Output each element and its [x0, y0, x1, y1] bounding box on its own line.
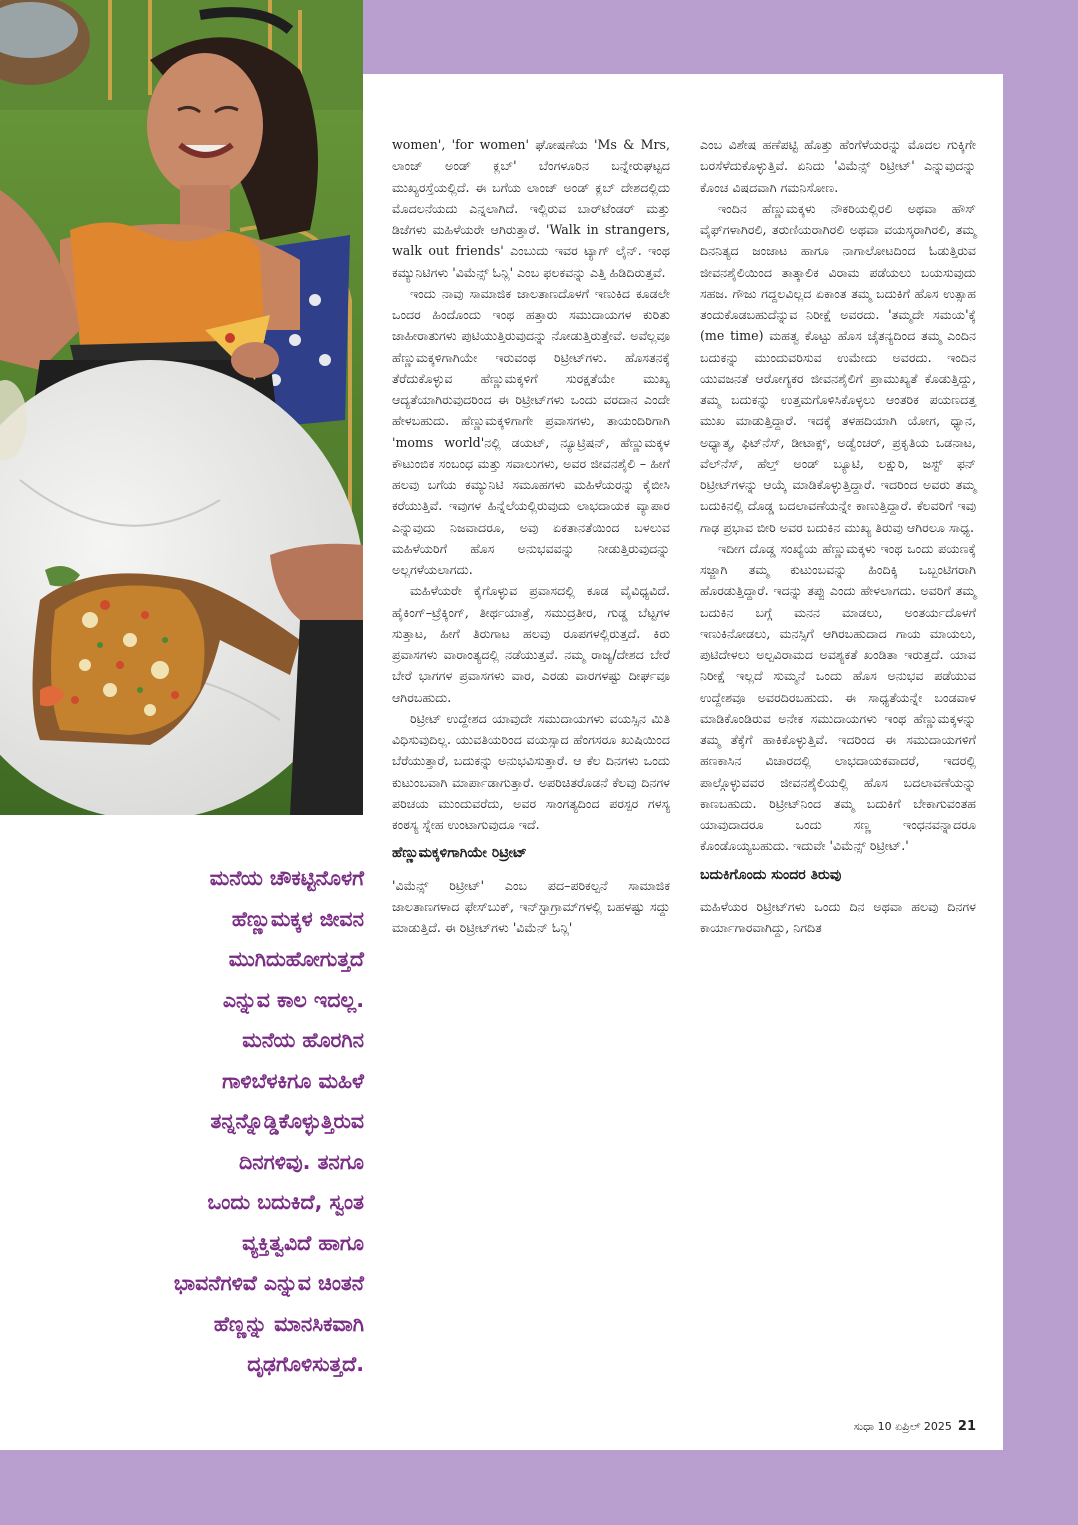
paragraph: ಮಹಿಳೆಯರೇ ಕೈಗೊಳ್ಳುವ ಪ್ರವಾಸದಲ್ಲಿ ಕೂಡ ವೈವಿಧ್ಯವಿದೆ. ಹೈಕಿಂಗ್–ಟ್ರೆಕ್ಕಿಂಗ್, ತೀರ್ಥಯಾತ್ರೆ, ಸಮುದ್ರತೀರ, ಗುಡ್ಡ ಬೆಟ್ಟಗಳ ಸುತ್ತಾಟ, ಹೀಗೆ ತಿರುಗಾಟ ಹಲವು ರೂಪಗಳಲ್ಲಿರುತ್ತದೆ. ಕಿರು ಪ್ರವಾಸಗಳು ವಾರಾಂತ್ಯದಲ್ಲಿ ನಡೆಯುತ್ತವೆ. ನಮ್ಮ ರಾಜ್ಯ/ದೇಶದ ಬೇರೆ ಬೇರೆ ಭಾಗಗಳ ಪ್ರವಾಸಗಳು ವಾರ, ಎರಡು ವಾರಗಳಷ್ಟು ದೀರ್ಘವೂ ಆಗಿರಬಹುದು. — [392, 583, 670, 705]
pull-quote-line: ಒಂದು ಬದುಕಿದೆ, ಸ್ವಂತ — [207, 1190, 364, 1214]
pull-quote-line: ಮನೆಯ ಚೌಕಟ್ಟಿನೊಳಗೆ — [209, 866, 364, 890]
publication-date: ಸುಧಾ 10 ಏಪ್ರಿಲ್ 2025 — [853, 1420, 952, 1433]
page-footer — [700, 1419, 976, 1434]
pull-quote-line: ವ್ಯಕ್ತಿತ್ವವಿದೆ ಹಾಗೂ — [242, 1230, 364, 1255]
pull-quote-line: ಭಾವನೆಗಳಿವೆ ಎನ್ನುವ ಚಿಂತನೆ — [173, 1271, 364, 1295]
paragraph: ಇಂದಿನ ಹೆಣ್ಣುಮಕ್ಕಳು ನೌಕರಿಯಲ್ಲಿರಲಿ ಅಥವಾ ಹೌಸ್ ವೈಫ್‌ಗಳಾಗಿರಲಿ, ತರುಣಿಯರಾಗಿರಲಿ ಅಥವಾ ವಯಸ್ಕರಾಗಿರಲಿ, ತಮ್ಮ ದಿನನಿತ್ಯದ ಜಂಜಾಟ ಹಾಗೂ ನಾಗಾಲೋಟದಿಂದ ಓಡುತ್ತಿರುವ ಜೀವನಶೈಲಿಯಿಂದ ತಾತ್ಕಾಲಿಕ ವಿರಾಮ ಪಡೆಯಲು ಬಯಸುವುದು ಸಹಜ. ಗೌಜು ಗದ್ದಲವಿಲ್ಲದ ಏಕಾಂತ ತಮ್ಮ ಬದುಕಿಗೆ ಹೊಸ ಉತ್ಸಾಹ ತಂದುಕೊಡಬಹುದೆನ್ನುವ ನಿರೀಕ್ಷೆ ಅವರದು. 'ತಮ್ಮದೇ ಸಮಯ'ಕ್ಕೆ (me time) ಮಹತ್ವ ಕೊಟ್ಟು ಹೊಸ ಚೈತನ್ಯದಿಂದ ತಮ್ಮ ಎಂದಿನ ಬದುಕನ್ನು ಮುಂದುವರಿಸುವ ಉಮೇದು ಅವರದು. ಇಂದಿನ ಯುವಜನತೆ ಆರೋಗ್ಯಕರ ಜೀವನಶೈಲಿಗೆ ಪ್ರಾಮುಖ್ಯತೆ ಕೊಡುತ್ತಿದ್ದು, ತಮ್ಮ ಬದುಕನ್ನು ಉತ್ತಮಗೊಳಿಸಿಕೊಳ್ಳಲು ಆಂತರಿಕ ಪಯಣದತ್ತ ಮುಖ ಮಾಡುತ್ತಿದ್ದಾರೆ. ಇದಕ್ಕೆ ತಳಹದಿಯಾಗಿ ಯೋಗ, ಧ್ಯಾನ, ಅಧ್ಯಾತ್ಮ, ಫಿಟ್‌ನೆಸ್, ಡೀಟಾಕ್ಸ್, ಅಡ್ವೆಂಚರ್, ಪ್ರಕೃತಿಯ ಒಡನಾಟ, ವೆಲ್‌ನೆಸ್, ಹೆಲ್ತ್ ಅಂಡ್ ಬ್ಯೂಟಿ, ಲಕ್ಷುರಿ, ಜಸ್ಟ್ ಫನ್ ರಿಟ್ರೀಟ್‌ಗಳನ್ನು ಆಯ್ಕೆ ಮಾಡಿಕೊಳ್ಳುತ್ತಿದ್ದಾರೆ. ಇದರಿಂದ ಅವರು ತಮ್ಮ ಬದುಕಿನಲ್ಲಿ ದೊಡ್ಡ ಬದಲಾವಣೆಯನ್ನೇ ಕಾಣುತ್ತಿದ್ದಾರೆ. ಕೆಲವರಿಗೆ ಇವು ಗಾಢ ಪ್ರಭಾವ ಬೀರಿ ಅವರ ಬದುಕಿನ ಮುಖ್ಯ ತಿರುವು ಆಗಿರಲೂ ಸಾಧ್ಯ. — [700, 200, 976, 535]
right-accent-band — [1003, 0, 1078, 1525]
pull-quote-line: ದೃಢಗೊಳಿಸುತ್ತದೆ. — [247, 1352, 364, 1376]
section-heading: ಬದುಕಿಗೊಂದು ಸುಂದರ ತಿರುವು — [700, 866, 842, 883]
pull-quote-line: ಮುಗಿದುಹೋಗುತ್ತದೆ — [228, 947, 364, 971]
bottom-accent-band — [0, 1450, 1078, 1525]
pull-quote-line: ಗಾಳಿಬೆಳಕಿಗೂ ಮಹಿಳೆ — [222, 1068, 364, 1093]
paragraph: ಎಂಬ ವಿಶೇಷ ಹಣೆಪಟ್ಟಿ ಹೊತ್ತು ಹೆಂಗೆಳೆಯರನ್ನು ಮೊದಲ ಗುಕ್ಕಿಗೇ ಬರಸೆಳೆದುಕೊಳ್ಳುತ್ತಿವೆ. ಏನಿದು 'ವಿಮೆನ್ಸ್ ರಿಟ್ರೀಟ್' ಎನ್ನುವುದನ್ನು ಕೊಂಚ ವಿಷದವಾಗಿ ಗಮನಿಸೋಣ. — [700, 137, 976, 195]
article-column-left — [392, 134, 670, 938]
pull-quote-line: ಹೆಣ್ಣನ್ನು ಮಾನಸಿಕವಾಗಿ — [213, 1311, 364, 1336]
paragraph: ರಿಟ್ರೀಟ್ ಉದ್ದೇಶದ ಯಾವುದೇ ಸಮುದಾಯಗಳು ವಯಸ್ಸಿನ ಮಿತಿ ವಿಧಿಸುವುದಿಲ್ಲ. ಯುವತಿಯರಿಂದ ವಯಸ್ಸಾದ ಹೆಂಗಸರೂ ಖುಷಿಯಿಂದ ಬೆರೆಯುತ್ತಾರೆ, ಬದುಕನ್ನು ಅನುಭವಿಸುತ್ತಾರೆ. ಆ ಕೆಲ ದಿನಗಳು ಒಂದು ಕುಟುಂಬವಾಗಿ ಮಾರ್ಪಾಡಾಗುತ್ತಾರೆ. ಅಪರಿಚಿತರೊಡನೆ ಕೆಲವು ದಿನಗಳ ಪರಿಚಯ ಮುಂದುವರೆದು, ಅವರ ಸಾಂಗತ್ಯದಿಂದ ಪರಸ್ಪರ ಗಳಸ್ಯ ಕಂಠಸ್ಯ ಸ್ನೇಹ ಉಂಟಾಗುವುದೂ ಇದೆ. — [392, 710, 670, 832]
pull-quote-line: ದಿನಗಳಿವು. ತನಗೂ — [239, 1149, 364, 1174]
pull-quote-line: ಹೆಣ್ಣುಮಕ್ಕಳ ಜೀವನ — [231, 906, 364, 931]
woman-eating-pizza-illustration — [0, 0, 363, 815]
paragraph: 'ವಿಮೆನ್ಸ್ ರಿಟ್ರೀಟ್' ಎಂಬ ಪದ–ಪರಿಕಲ್ಪನೆ ಸಾಮಾಜಿಕ ಜಾಲತಾಣಗಳಾದ ಫೇಸ್‌ಬುಕ್, ಇನ್‌ಸ್ಟಾಗ್ರಾಮ್‌ಗಳಲ್ಲಿ ಬಹಳಷ್ಟು ಸದ್ದು ಮಾಡುತ್ತಿದೆ. ಈ ರಿಟ್ರೀಟ್‌ಗಳು 'ವಿಮೆನ್ ಓನ್ಲಿ' — [392, 877, 670, 935]
paragraph: ಇಂದು ನಾವು ಸಾಮಾಜಿಕ ಜಾಲತಾಣದೊಳಗೆ ಇಣುಕಿದ ಕೂಡಲೇ ಒಂದರ ಹಿಂದೊಂದು ಇಂಥ ಹತ್ತಾರು ಸಮುದಾಯಗಳ ಕುರಿತು ಜಾಹೀರಾತುಗಳು ಪುಟಿಯುತ್ತಿರುವುದನ್ನು ನೋಡುತ್ತಿರುತ್ತೇವೆ. ಅವೆಲ್ಲವೂ ಹೆಣ್ಣುಮಕ್ಕಳಿಗಾಗಿಯೇ ಇರುವಂಥ ರಿಟ್ರೀಟ್‌ಗಳು. ಹೊಸತನಕ್ಕೆ ತೆರೆದುಕೊಳ್ಳುವ ಹೆಣ್ಣುಮಕ್ಕಳಿಗೆ ಸುರಕ್ಷತೆಯೇ ಮುಖ್ಯ ಆದ್ಯತೆಯಾಗಿರುವುದರಿಂದ ಈ ರಿಟ್ರೀಟ್‌ಗಳು ಒಂದು ವರದಾನ ಎಂದೇ ಹೇಳಬಹುದು. ಹೆಣ್ಣುಮಕ್ಕಳಿಗಾಗೇ ಪ್ರವಾಸಗಳು, ತಾಯಂದಿರಿಗಾಗಿ 'moms world'ನಲ್ಲಿ ಡಯಟ್, ನ್ಯೂಟ್ರಿಷನ್, ಹೆಣ್ಣುಮಕ್ಕಳ ಕೌಟುಂಬಿಕ ಸಂಬಂಧ ಮತ್ತು ಸವಾಲುಗಳು, ಅವರ ಜೀವನಶೈಲಿ – ಹೀಗೆ ಹಲವು ಬಗೆಯ ಕಮ್ಯುನಿಟಿ ಸಮೂಹಗಳು ಮಹಿಳೆಯರನ್ನು ಕೈಬೀಸಿ ಕರೆಯುತ್ತಿವೆ. ಇವುಗಳ ಹಿನ್ನೆಲೆಯಲ್ಲಿರುವುದು ಲಾಭದಾಯಕ ವ್ಯಾಪಾರ ಎನ್ನುವುದು ನಿಜವಾದರೂ, ಅವು ಏಕತಾನತೆಯಿಂದ ಬಳಲುವ ಮಹಿಳೆಯರಿಗೆ ಹೊಸ ಅನುಭವವನ್ನು ನೀಡುತ್ತಿರುವುದನ್ನು ಅಲ್ಲಗಳೆಯಲಾಗದು. — [392, 285, 670, 577]
pull-quote-line: ಎನ್ನುವ ಕಾಲ ಇದಲ್ಲ. — [222, 987, 364, 1012]
pull-quote-line: ತನ್ನನ್ನೊಡ್ಡಿಕೊಳ್ಳುತ್ತಿರುವ — [210, 1109, 364, 1133]
top-accent-band — [363, 0, 1078, 74]
section-heading: ಹೆಣ್ಣುಮಕ್ಕಳಿಗಾಗಿಯೇ ರಿಟ್ರೀಟ್ — [392, 845, 527, 862]
pull-quote-line: ಮನೆಯ ಹೊರಗಿನ — [242, 1028, 364, 1052]
paragraph: ಮಹಿಳೆಯರ ರಿಟ್ರೀಟ್‌ಗಳು ಒಂದು ದಿನ ಅಥವಾ ಹಲವು ದಿನಗಳ ಕಾರ್ಯಾಗಾರವಾಗಿದ್ದು, ನಿಗದಿತ — [700, 898, 976, 935]
feature-photo — [0, 0, 363, 815]
article-column-right — [700, 134, 976, 938]
paragraph: ಇದೀಗ ದೊಡ್ಡ ಸಂಖ್ಯೆಯ ಹೆಣ್ಣುಮಕ್ಕಳು ಇಂಥ ಒಂದು ಪಯಣಕ್ಕೆ ಸಜ್ಜಾಗಿ ತಮ್ಮ ಕುಟುಂಬವನ್ನು ಹಿಂದಿಕ್ಕಿ ಒಬ್ಬಂಟಿಗರಾಗಿ ಹೊರಡುತ್ತಿದ್ದಾರೆ. ಇದನ್ನು ತಪ್ಪು ಎಂದು ಹೇಳಲಾಗದು. ಅವರಿಗೆ ತಮ್ಮ ಬದುಕಿನ ಬಗ್ಗೆ ಮನನ ಮಾಡಲು, ಅಂತರ್ಯದೊಳಗೆ ಇಣುಕಿನೋಡಲು, ಮನಸ್ಸಿಗೆ ಆಗಿರಬಹುದಾದ ಗಾಯ ಮಾಯಲು, ಪುಟಿದೇಳಲು ಅಲ್ಪವಿರಾಮದ ಅವಶ್ಯಕತೆ ಖಂಡಿತಾ ಇರುತ್ತದೆ. ಯಾವ ನಿರೀಕ್ಷೆ ಇಲ್ಲದೆ ಸುಮ್ಮನೆ ಒಂದು ಹೊಸ ಅನುಭವ ಪಡೆಯುವ ಉದ್ದೇಶವೂ ಅವರದಿರಬಹುದು. ಈ ಸಾಧ್ಯತೆಯನ್ನೇ ಬಂಡವಾಳ ಮಾಡಿಕೊಂಡಿರುವ ಅನೇಕ ಸಮುದಾಯಗಳು ಇಂಥ ಹೆಣ್ಣುಮಕ್ಕಳನ್ನು ತಮ್ಮ ತೆಕ್ಕೆಗೆ ಹಾಕಿಕೊಳ್ಳುತ್ತಿವೆ. ಇದರಿಂದ ಈ ಸಮುದಾಯಗಳಿಗೆ ಹಣಕಾಸಿನ ವಿಚಾರದಲ್ಲಿ ಲಾಭದಾಯಕವಾದರೆ, ಇದರಲ್ಲಿ ಪಾಲ್ಗೊಳ್ಳುವವರ ಜೀವನಶೈಲಿಯಲ್ಲಿ ಹೊಸ ಬದಲಾವಣೆಯನ್ನು ಕಾಣಬಹುದು. ರಿಟ್ರೀಟ್‌ನಿಂದ ತಮ್ಮ ಬದುಕಿಗೆ ಬೇಕಾಗುವಂತಹ ಯಾವುದಾದರೂ ಒಂದು ಸಣ್ಣ ಇಂಧನವನ್ನಾದರೂ ಕೊಂಡೊಯ್ಯಬಹುದು. ಇದುವೇ 'ವಿಮೆನ್ಸ್ ರಿಟ್ರೀಟ್.' — [700, 540, 976, 854]
paragraph: women', 'for women' ಘೋಷಣೆಯ 'Ms & Mrs, ಲಾಂಜ್ ಅಂಡ್ ಕ್ಲಬ್' ಬೆಂಗಳೂರಿನ ಬನ್ನೇರುಘಟ್ಟದ ಮುಖ್ಯರಸ್ತೆಯಲ್ಲಿದೆ. ಈ ಬಗೆಯ ಲಾಂಜ್ ಅಂಡ್ ಕ್ಲಬ್ ದೇಶದಲ್ಲಿದು ಮೊದಲನೆಯದು ಎನ್ನಲಾಗಿದೆ. ಇಲ್ಲಿರುವ ಬಾರ್‌ಟೆಂಡರ್ ಮತ್ತು ಡಿಜೆಗಳು ಮಹಿಳೆಯರೇ ಆಗಿರುತ್ತಾರೆ. 'Walk in strangers, walk out friends' ಎಂಬುದು ಇವರ ಟ್ಯಾಗ್ ಲೈನ್. ಇಂಥ ಕಮ್ಯುನಿಟಿಗಳು 'ವಿಮೆನ್ಸ್ ಓನ್ಲಿ' ಎಂಬ ಫಲಕವನ್ನು ಎತ್ತಿ ಹಿಡಿದಿರುತ್ತವೆ. — [392, 137, 670, 280]
pull-quote — [88, 858, 364, 1385]
page-number: 21 — [957, 1419, 976, 1434]
